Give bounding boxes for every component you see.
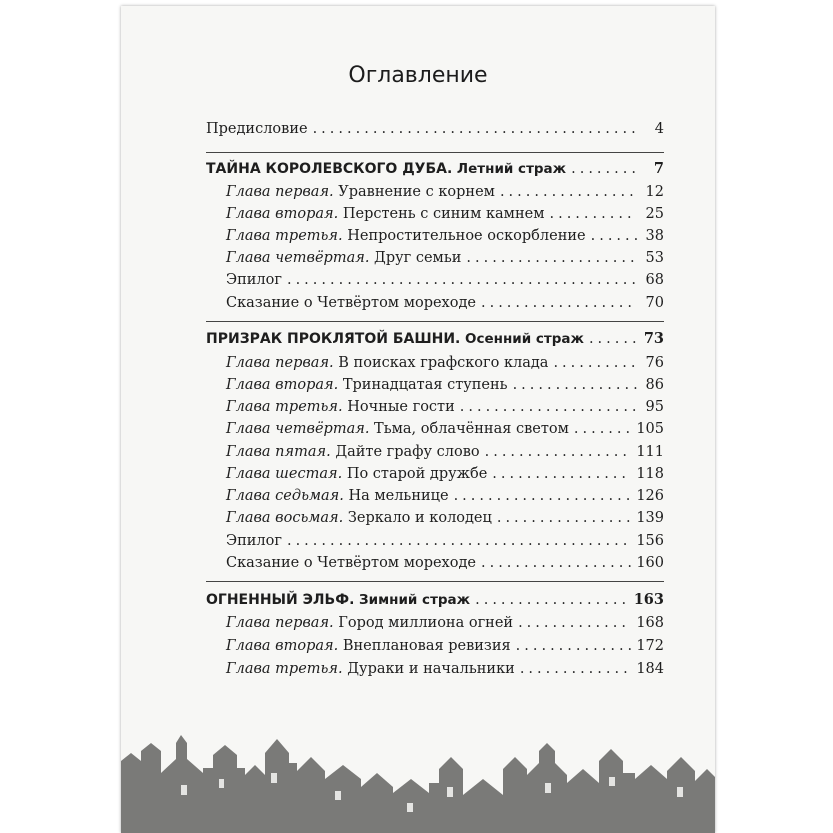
leader-dots — [520, 658, 632, 680]
leader-dots — [589, 328, 637, 350]
page-number: 105 — [636, 421, 664, 437]
part-subtitle: Осенний страж — [465, 331, 584, 347]
chapter-title: Дайте графу слово — [335, 444, 480, 460]
leader-dots — [475, 589, 629, 611]
chapter-number: Глава третья. — [226, 661, 343, 677]
toc-chapter-entry[interactable] — [226, 396, 664, 418]
page-number: 70 — [645, 295, 664, 311]
chapter-title: Дураки и начальники — [347, 661, 515, 677]
chapter-title: Город миллиона огней — [338, 615, 514, 631]
page-number: 53 — [645, 250, 664, 266]
toc-part-heading[interactable] — [206, 158, 664, 180]
leader-dots — [516, 635, 632, 657]
page-number: 126 — [636, 488, 664, 504]
toc-entry-preface[interactable] — [206, 118, 664, 140]
leader-dots — [485, 441, 632, 463]
page-title: Оглавление — [348, 63, 488, 88]
toc-chapter-entry[interactable] — [226, 225, 664, 247]
leader-dots — [287, 269, 637, 291]
toc-epilogue-entry[interactable] — [226, 530, 664, 552]
chapter-number: Глава третья. — [226, 399, 343, 415]
page-number: 139 — [636, 510, 664, 526]
page-number: 163 — [633, 591, 664, 608]
page-number: 86 — [645, 377, 664, 393]
toc-chapter-entry[interactable] — [226, 352, 664, 374]
chapter-number: Глава шестая. — [226, 466, 343, 482]
chapter-number: Глава вторая. — [226, 638, 339, 654]
toc-legend-entry[interactable] — [226, 552, 664, 574]
page-number: 172 — [636, 638, 664, 654]
leader-dots — [549, 203, 637, 225]
chapter-number: Глава четвёртая. — [226, 421, 370, 437]
chapter-title: Тринадцатая ступень — [342, 377, 508, 393]
toc-part-heading[interactable] — [206, 328, 664, 350]
chapter-title: Ночные гости — [347, 399, 455, 415]
section-divider — [206, 152, 664, 153]
toc-chapter-entry[interactable] — [226, 507, 664, 529]
part-title: ПРИЗРАК ПРОКЛЯТОЙ БАШНИ. — [206, 331, 461, 347]
page-number: 12 — [645, 184, 664, 200]
page-number: 73 — [643, 330, 664, 347]
page-number: 111 — [636, 444, 664, 460]
chapter-title: По старой дружбе — [346, 466, 488, 482]
part-subtitle: Зимний страж — [359, 592, 471, 608]
chapter-number: Глава первая. — [226, 184, 334, 200]
page-number: 7 — [653, 160, 664, 177]
chapter-number: Глава пятая. — [226, 444, 331, 460]
part-title: ТАЙНА КОРОЛЕВСКОГО ДУБА. — [206, 161, 453, 177]
page-number: 184 — [636, 661, 664, 677]
page-number: 68 — [645, 272, 664, 288]
city-skyline-illustration — [121, 713, 715, 833]
leader-dots — [313, 118, 637, 140]
chapter-title: Непростительное оскорбление — [347, 228, 586, 244]
page-number: 156 — [636, 533, 664, 549]
toc-legend-entry[interactable] — [226, 292, 664, 314]
chapter-title: В поисках графского клада — [338, 355, 549, 371]
chapter-number: Глава восьмая. — [226, 510, 344, 526]
chapter-number: Глава первая. — [226, 615, 334, 631]
chapter-title: Перстень с синим камнем — [342, 206, 545, 222]
chapter-title: Эпилог — [226, 533, 282, 549]
page-number: 25 — [645, 206, 664, 222]
leader-dots — [518, 612, 631, 634]
book-page — [121, 6, 715, 833]
chapter-title: Сказание о Четвёртом мореходе — [226, 295, 476, 311]
page-number: 168 — [636, 615, 664, 631]
leader-dots — [492, 463, 631, 485]
chapter-title: Тьма, облачённая светом — [374, 421, 569, 437]
chapter-title: Эпилог — [226, 272, 282, 288]
leader-dots — [287, 530, 631, 552]
chapter-number: Глава первая. — [226, 355, 334, 371]
leader-dots — [553, 352, 637, 374]
chapter-title: Уравнение с корнем — [338, 184, 495, 200]
leader-dots — [454, 485, 632, 507]
page-number: 95 — [645, 399, 664, 415]
section-divider — [206, 321, 664, 322]
chapter-title: Внеплановая ревизия — [342, 638, 511, 654]
toc-chapter-entry[interactable] — [226, 418, 664, 440]
leader-dots — [481, 552, 631, 574]
toc-chapter-entry[interactable] — [226, 485, 664, 507]
toc-chapter-entry[interactable] — [226, 658, 664, 680]
chapter-title: На мельнице — [348, 488, 449, 504]
section-divider — [206, 581, 664, 582]
chapter-title: Сказание о Четвёртом мореходе — [226, 555, 476, 571]
page-number: 160 — [636, 555, 664, 571]
page-number: 76 — [645, 355, 664, 371]
toc-entry-label: Предисловие — [206, 121, 308, 137]
leader-dots — [571, 158, 637, 180]
toc-epilogue-entry[interactable] — [226, 269, 664, 291]
leader-dots — [497, 507, 631, 529]
chapter-number: Глава седьмая. — [226, 488, 344, 504]
leader-dots — [500, 181, 637, 203]
chapter-title: Друг семьи — [374, 250, 462, 266]
toc-chapter-entry[interactable] — [226, 247, 664, 269]
leader-dots — [574, 418, 631, 440]
part-title: ОГНЕННЫЙ ЭЛЬФ. — [206, 592, 355, 608]
toc-chapter-entry[interactable] — [226, 612, 664, 634]
toc-chapter-entry[interactable] — [226, 374, 664, 396]
toc-chapter-entry[interactable] — [226, 463, 664, 485]
toc-chapter-entry[interactable] — [226, 203, 664, 225]
leader-dots — [460, 396, 637, 418]
toc-chapter-entry[interactable] — [226, 181, 664, 203]
leader-dots — [466, 247, 637, 269]
page-number: 4 — [654, 121, 664, 137]
table-of-contents — [121, 6, 715, 833]
page-number: 118 — [636, 466, 664, 482]
chapter-title: Зеркало и колодец — [347, 510, 492, 526]
page-number: 38 — [645, 228, 664, 244]
leader-dots — [513, 374, 637, 396]
chapter-number: Глава четвёртая. — [226, 250, 370, 266]
toc-chapter-entry[interactable] — [226, 441, 664, 463]
chapter-number: Глава третья. — [226, 228, 343, 244]
leader-dots — [591, 225, 637, 247]
toc-part-heading[interactable] — [206, 589, 664, 611]
chapter-number: Глава вторая. — [226, 206, 339, 222]
leader-dots — [481, 292, 637, 314]
chapter-number: Глава вторая. — [226, 377, 339, 393]
toc-chapter-entry[interactable] — [226, 635, 664, 657]
part-subtitle: Летний страж — [456, 161, 567, 177]
